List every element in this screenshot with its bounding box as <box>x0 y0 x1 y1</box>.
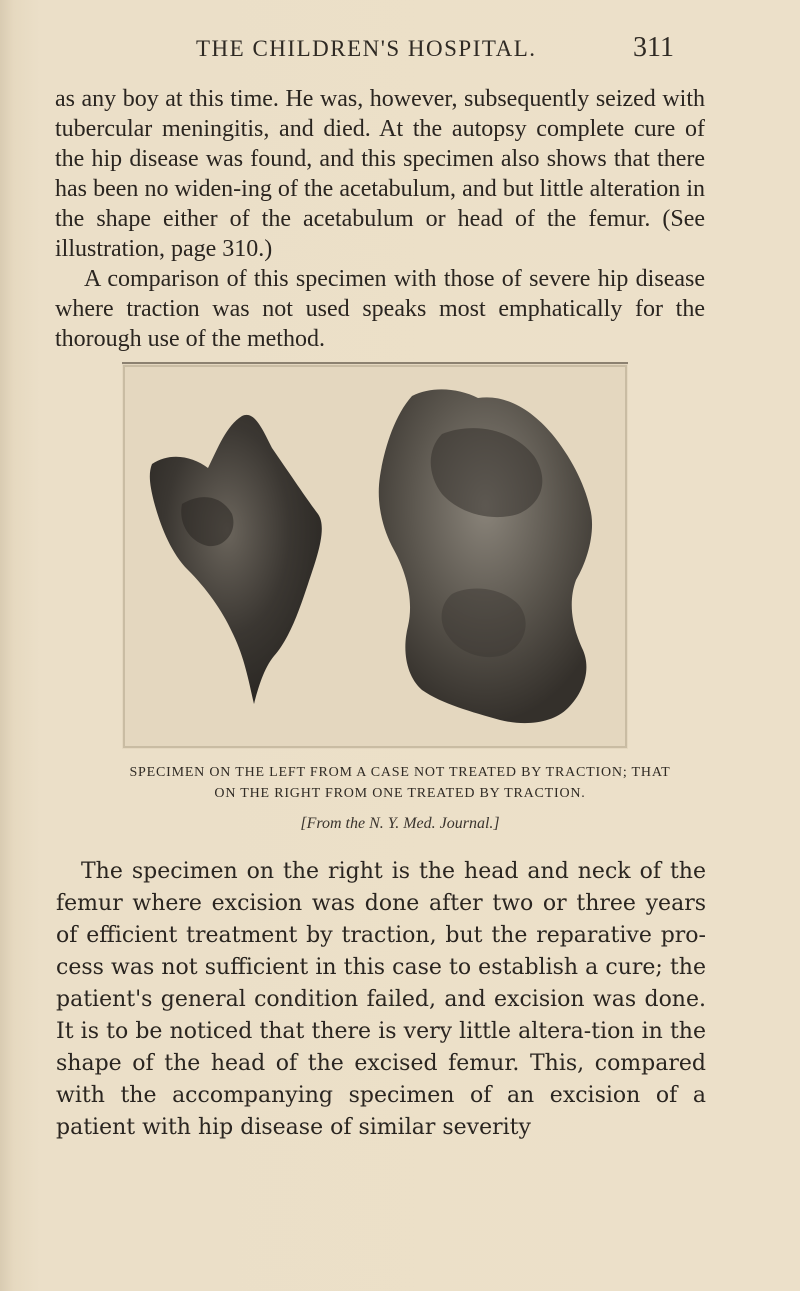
paragraph-1: as any boy at this time. He was, however, subsequently seized with tubercular meningitis, and died. At the autopsy complete cure of the hip disease was found, and this specimen also shows that there has been no widen-ing of the acetabulum, and but little alteration in the shape either of the acetabulum or head of the femur. (See illustration, page 310.) <box>55 86 705 262</box>
page-header <box>0 32 800 76</box>
paragraph-3: The specimen on the right is the head and neck of the femur where excision was done after two or three years of efficient treatment by traction, but the reparative pro-cess was not sufficient in this case to establish a cure; the patient's general condition failed, and excision was done. It is to be noticed that there is very little altera-tion in the shape of the head of the excised femur. This, compared with the accompanying specimen of an excision of a patient with hip disease of similar severity <box>56 859 706 1140</box>
specimen-photograph <box>122 362 628 749</box>
specimen-illustration <box>122 364 628 749</box>
figure-source: [From the N. Y. Med. Journal.] <box>300 815 500 832</box>
figure-caption-line-2: ON THE RIGHT FROM ONE TREATED BY TRACTION. <box>214 786 586 801</box>
running-head: THE CHILDREN'S HOSPITAL. <box>196 36 537 61</box>
paragraph-2: A comparison of this specimen with those of severe hip disease where traction was not used speaks most emphatically for the thorough use of the method. <box>55 266 705 352</box>
page-number: 311 <box>633 32 674 63</box>
figure-caption-line-1: SPECIMEN ON THE LEFT FROM A CASE NOT TREATED BY TRACTION; THAT <box>129 765 671 780</box>
